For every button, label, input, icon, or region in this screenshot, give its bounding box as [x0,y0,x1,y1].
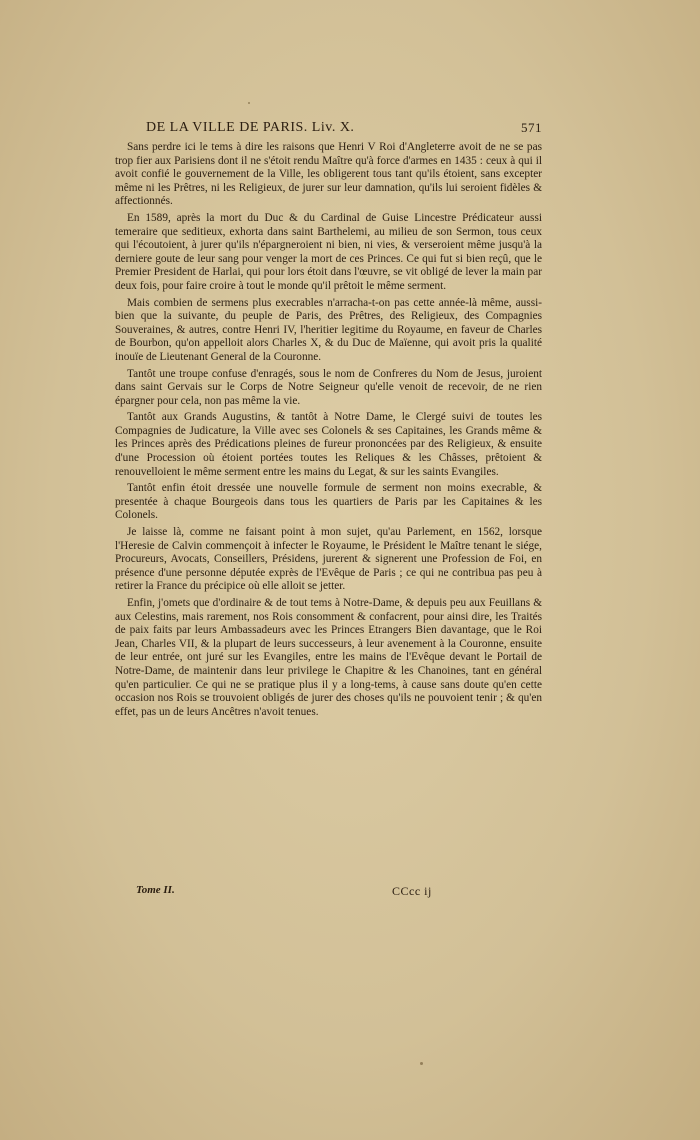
paragraph: En 1589, après la mort du Duc & du Cardinal de Guise Lincestre Prédicateur aussi temeraire que seditieux, exhorta dans saint Barthelemi, au milieu de son Sermon, tous ceux qui l'écoutoient, à jurer qu'ils n'épargneroient ni bien, ni vies, & verseroient même jusqu'à la derniere goute de leur sang pour venger la mort de ces Princes. Ce qui fut si bien reçû, que le Premier President de Harlai, qui pour lors étoit dans l'œuvre, se vit obligé de lever la main par deux fois, pour faire croire à tout le monde qu'il prêtoit le même serment. [115,211,542,292]
signature-mark: CCcc ij [392,884,432,898]
paragraph: Je laisse là, comme ne faisant point à mon sujet, qu'au Parlement, en 1562, lorsque l'Heresie de Calvin commençoit à infecter le Royaume, le Président le Maître tenant le siége, Procureurs, Avocats, Conseillers, Présidens, jurerent & signerent une Profession de Foi, en présence d'une personne députée exprès de l'Evêque de Paris ; ce qui ne contribua pas peu à retirer la France du précipice où elle alloit se jetter. [115,526,542,593]
paragraph: Tantôt une troupe confuse d'enragés, sous le nom de Confreres du Nom de Jesus, juroient dans saint Gervais sur le Corps de Notre Seigneur qu'elle venoit de recevoir, de ne rien épargner pour cela, non pas même la vie. [115,367,542,407]
paragraph: Enfin, j'omets que d'ordinaire & de tout tems à Notre-Dame, & depuis peu aux Feuillans & aux Celestins, mais rarement, nos Rois consomment & confacrent, pour ainsi dire, les Traités de paix faits par leurs Ambassadeurs avec les Princes Etrangers Bien davantage, que le Roi Jean, Charles VII, & la plupart de leurs successeurs, à leur avenement à la Couronne, ensuite de leur entrée, ont juré sur les Evangiles, entre les mains de l'Evêque devant le Portail de Notre-Dame, de maintenir dans leur privilege le Chapitre & les Chanoines, tant en général qu'en particulier. Ce qui ne se pratique plus il y a long-tems, à cause sans doute qu'en cette occasion nos Rois se trouvoient obligés de jurer des choses qu'ils ne pouvoient tenir ; & qu'en effet, pas un de leurs Ancêtres n'avoit tenues. [115,597,542,718]
paragraph: Tantôt aux Grands Augustins, & tantôt à Notre Dame, le Clergé suivi de toutes les Compagnies de Judicature, la Ville avec ses Colonels & ses Capitaines, les Grands même & les Princes après des Prédications pleines de fureur prononcées par des Religieux, & ensuite d'une Procession où étoient portées toutes les Reliques & les Châsses, prêtoient & renouvelloient le même serment entre les mains du Legat, & sur les saints Evangiles. [115,411,542,478]
paragraph: Sans perdre ici le tems à dire les raisons que Henri V Roi d'Angleterre avoit de ne se pas trop fier aux Parisiens dont il ne s'étoit rendu Maître qu'à force d'armes en 1435 : ceux à qui il avoit confié le gouvernement de la Ville, les obligerent tous tant qu'ils étoient, sans excepter même ni les Prêtres, ni les Religieux, de jurer sur leur damnation, qu'ils lui seroient fidèles & affectionnés. [115,141,542,208]
paragraph: Mais combien de sermens plus execrables n'arracha-t-on pas cette année-là même, aussi-bien que la suivante, du peuple de Paris, des Prêtres, des Religieux, des Compagnies Souveraines, & autres, contre Henri IV, l'heritier legitime du Royaume, en faveur de Charles de Bourbon, qu'on appelloit alors Charles X, & du Duc de Maïenne, qui avoit pris la qualité inouïe de Lieutenant General de la Couronne. [115,296,542,363]
text-body [115,141,542,722]
running-header [146,120,542,136]
page-number: 571 [521,120,542,135]
running-title: DE LA VILLE DE PARIS. Liv. X. [146,120,355,135]
paper-speck [420,1062,423,1065]
volume-label: Tome II. [136,884,175,896]
paragraph: Tantôt enfin étoit dressée une nouvelle formule de serment non moins execrable, & presentée à chaque Bourgeois dans tous les quartiers de Paris par les Capitaines & les Colonels. [115,482,542,522]
paper-speck [248,102,250,104]
